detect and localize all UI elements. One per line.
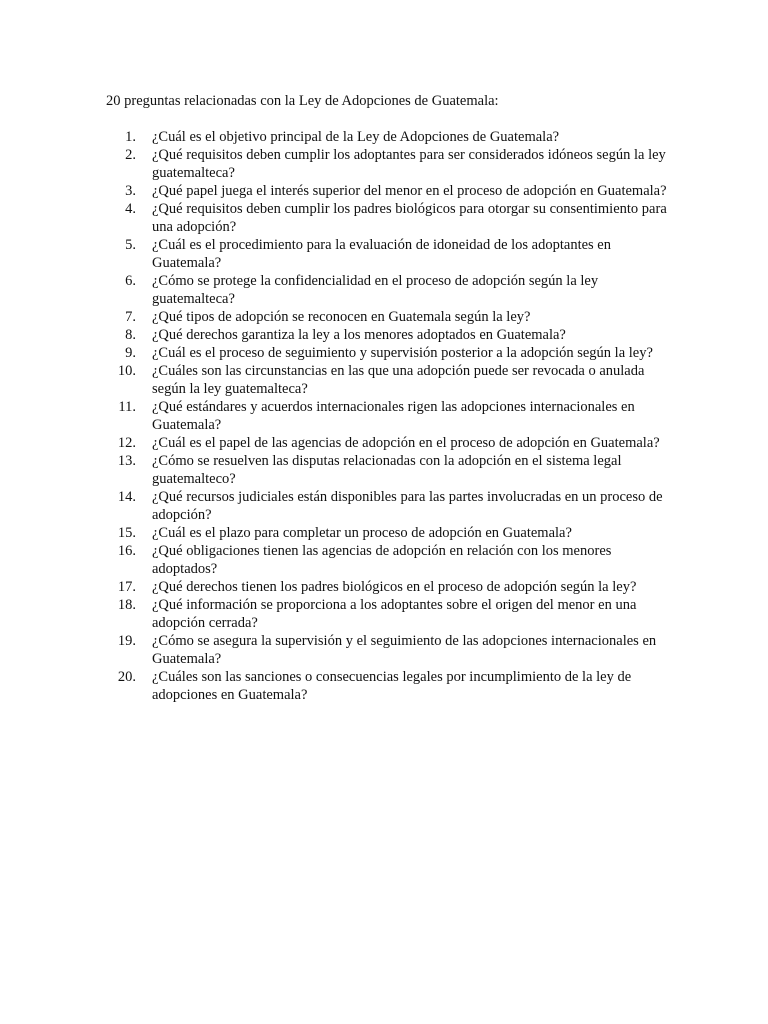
question-text: ¿Qué información se proporciona a los adoptantes sobre el origen del menor en una adopción cerrada? <box>152 597 637 631</box>
question-number: 18. <box>117 597 136 613</box>
question-number: 7. <box>125 309 136 325</box>
question-item <box>106 452 668 488</box>
question-item <box>106 398 668 434</box>
question-text: ¿Cuáles son las sanciones o consecuencias legales por incumplimiento de la ley de adopciones en Guatemala? <box>152 669 632 703</box>
question-number: 19. <box>117 633 136 649</box>
question-text: ¿Qué requisitos deben cumplir los adoptantes para ser considerados idóneos según la ley guatemalteca? <box>152 147 666 181</box>
question-text: ¿Cuál es el objetivo principal de la Ley de Adopciones de Guatemala? <box>152 129 560 145</box>
question-item <box>106 272 668 308</box>
question-item <box>106 200 668 236</box>
question-item <box>106 326 668 344</box>
question-item <box>106 542 668 578</box>
question-number: 11. <box>118 399 136 415</box>
question-number: 5. <box>125 237 136 253</box>
question-text: ¿Cómo se resuelven las disputas relacionadas con la adopción en el sistema legal guatemalteco? <box>152 453 622 487</box>
question-text: ¿Cómo se asegura la supervisión y el seguimiento de las adopciones internacionales en Guatemala? <box>152 633 657 667</box>
question-number: 16. <box>117 543 136 559</box>
question-text: ¿Qué recursos judiciales están disponibles para las partes involucradas en un proceso de adopción? <box>152 489 663 523</box>
question-text: ¿Qué tipos de adopción se reconocen en Guatemala según la ley? <box>152 309 531 325</box>
question-item <box>106 182 668 200</box>
question-item <box>106 524 668 542</box>
document-page <box>106 92 668 704</box>
question-item <box>106 434 668 452</box>
question-number: 9. <box>125 345 136 361</box>
question-item <box>106 362 668 398</box>
question-item <box>106 668 668 704</box>
question-item <box>106 578 668 596</box>
question-text: ¿Cuál es el proceso de seguimiento y supervisión posterior a la adopción según la ley? <box>152 345 653 361</box>
question-text: ¿Cuál es el plazo para completar un proceso de adopción en Guatemala? <box>152 525 572 541</box>
question-number: 6. <box>125 273 136 289</box>
question-item <box>106 236 668 272</box>
question-text: ¿Qué requisitos deben cumplir los padres biológicos para otorgar su consentimiento para una adopción? <box>152 201 667 235</box>
question-number: 10. <box>117 363 136 379</box>
question-item <box>106 632 668 668</box>
question-list <box>106 128 668 704</box>
question-item <box>106 488 668 524</box>
question-number: 2. <box>125 147 136 163</box>
question-number: 17. <box>117 579 136 595</box>
question-item <box>106 128 668 146</box>
question-number: 1. <box>125 129 136 145</box>
question-text: ¿Cuál es el procedimiento para la evaluación de idoneidad de los adoptantes en Guatemala? <box>152 237 611 271</box>
question-number: 3. <box>125 183 136 199</box>
question-item <box>106 596 668 632</box>
question-text: ¿Qué papel juega el interés superior del menor en el proceso de adopción en Guatemala? <box>152 183 667 199</box>
question-text: ¿Qué derechos garantiza la ley a los menores adoptados en Guatemala? <box>152 327 566 343</box>
question-text: ¿Cuál es el papel de las agencias de adopción en el proceso de adopción en Guatemala? <box>152 435 660 451</box>
intro-text: 20 preguntas relacionadas con la Ley de Adopciones de Guatemala: <box>106 93 499 109</box>
question-text: ¿Qué estándares y acuerdos internacionales rigen las adopciones internacionales en Guatemala? <box>152 399 635 433</box>
question-text: ¿Qué obligaciones tienen las agencias de adopción en relación con los menores adoptados? <box>152 543 612 577</box>
question-number: 8. <box>125 327 136 343</box>
question-number: 13. <box>117 453 136 469</box>
question-number: 20. <box>117 669 136 685</box>
question-text: ¿Cuáles son las circunstancias en las que una adopción puede ser revocada o anulada según la ley guatemalteca? <box>152 363 645 397</box>
question-text: ¿Qué derechos tienen los padres biológicos en el proceso de adopción según la ley? <box>152 579 637 595</box>
question-item <box>106 146 668 182</box>
question-number: 4. <box>125 201 136 217</box>
question-number: 12. <box>117 435 136 451</box>
question-number: 15. <box>117 525 136 541</box>
question-text: ¿Cómo se protege la confidencialidad en el proceso de adopción según la ley guatemalteca? <box>152 273 599 307</box>
question-item <box>106 308 668 326</box>
question-number: 14. <box>117 489 136 505</box>
question-item <box>106 344 668 362</box>
